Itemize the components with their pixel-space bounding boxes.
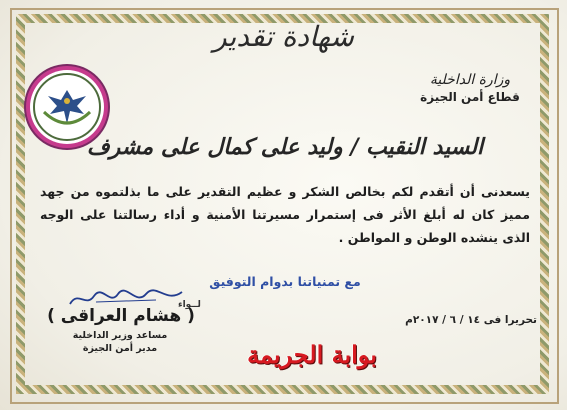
issue-date: تحريرا فى ١٤ / ٦ / ٢٠١٧م: [405, 314, 537, 326]
ministry-name: وزارة الداخلية: [429, 72, 511, 88]
signatory-title: مساعد وزير الداخلية: [72, 330, 168, 341]
watermark-logo: [212, 336, 412, 374]
closing-wish: مع تمنياتنا بدوام التوفيق: [209, 274, 361, 289]
watermark-text: بوابة الجريمة: [247, 340, 377, 369]
eagle-emblem-icon: [30, 70, 104, 144]
certificate-body: يسعدنى أن أتقدم لكم بخالص الشكر و عظيم التقدير على ما بذلتموه من جهد مميز كان له أبلغ الأثر فى إستمرار مسيرتنا الأمنية و أداء رسالتنا على الوجه الذى ينشده الوطن و المواطن .: [40, 184, 530, 245]
police-eagle-logo: [30, 70, 104, 144]
signatory-department: مدير أمن الجيزة: [82, 343, 158, 354]
ministry-header: [405, 72, 535, 104]
sector-name: قطاع أمن الجيزة: [420, 90, 520, 104]
recipient-name: السيد النقيب / وليد على كمال على مشرف: [86, 134, 484, 160]
certificate-title: شهادة تقدير: [213, 20, 354, 53]
signatory-name: ( هشام العراقى ): [47, 306, 195, 326]
signatory-rank: لــواء: [178, 300, 201, 310]
